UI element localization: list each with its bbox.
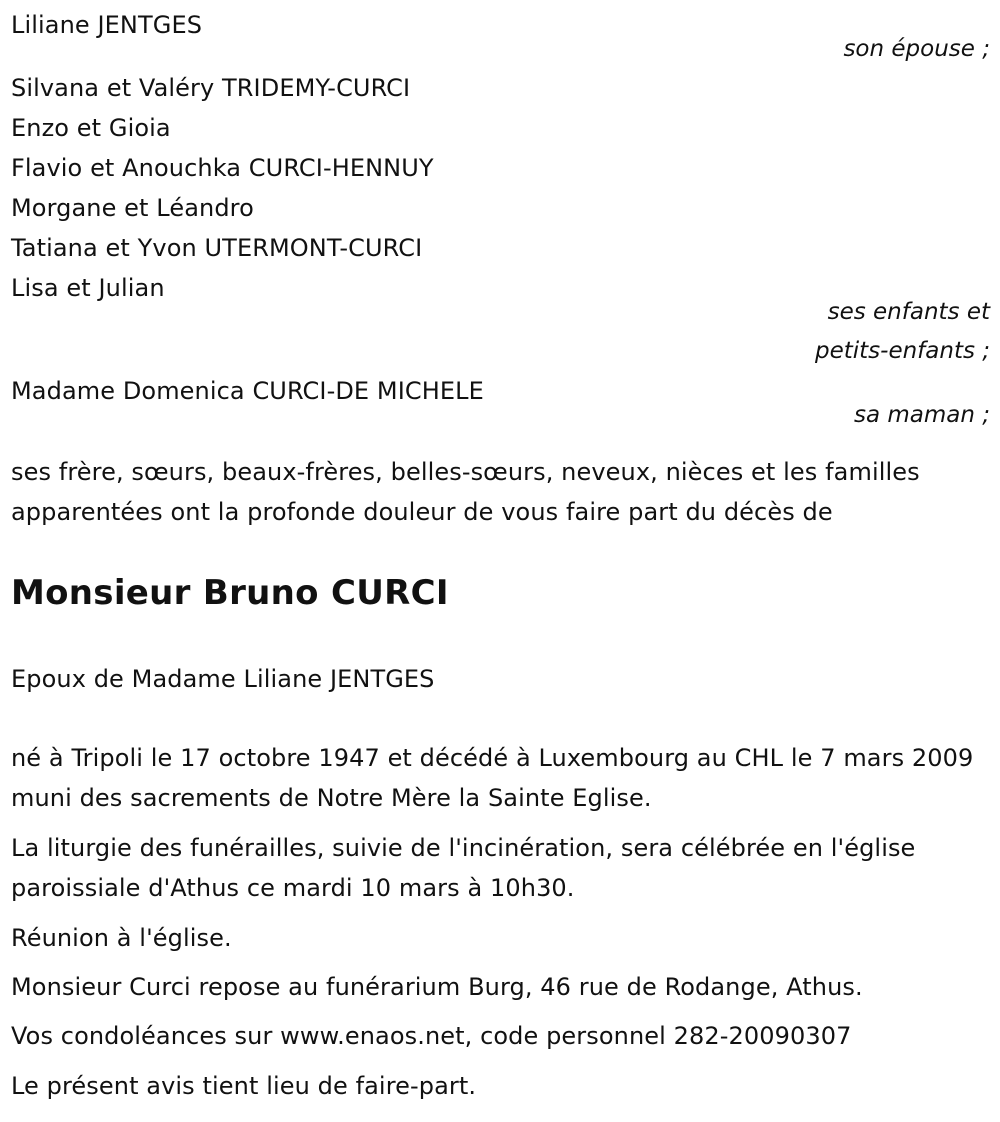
child-line: Silvana et Valéry TRIDEMY-CURCI [11, 74, 411, 102]
birth-death-paragraph: né à Tripoli le 17 octobre 1947 et décédé à Luxembourg au CHL le 7 mars 2009 muni des sacrements de Notre Mère la Sainte Eglise. [11, 744, 974, 812]
deceased-spouse-of: Epoux de Madame Liliane JENTGES [11, 665, 435, 693]
obituary-notice [11, 0, 990, 1122]
funeral-paragraph: La liturgie des funérailles, suivie de l'incinération, sera célébrée en l'église paroissiale d'Athus ce mardi 10 mars à 10h30. [11, 834, 916, 902]
child-line: Enzo et Gioia [11, 114, 171, 142]
spouse-name: Liliane JENTGES [11, 11, 203, 39]
funeral-home-line: Monsieur Curci repose au funérarium Burg, 46 rue de Rodange, Athus. [11, 973, 863, 1001]
child-line: Lisa et Julian [11, 274, 165, 302]
mother-name: Madame Domenica CURCI-DE MICHELE [11, 377, 484, 405]
children-role-line2: petits-enfants ; [814, 338, 990, 364]
child-line: Tatiana et Yvon UTERMONT-CURCI [11, 234, 423, 262]
gathering-line: Réunion à l'église. [11, 924, 232, 952]
announcement-text: ses frère, sœurs, beaux-frères, belles-sœurs, neveux, nièces et les familles apparentées ont la profonde douleur de vous faire part du décès de [11, 458, 920, 526]
mother-role: sa maman ; [853, 402, 990, 428]
spouse-role: son épouse ; [843, 36, 990, 62]
condolences-line: Vos condoléances sur www.enaos.net, code personnel 282-20090307 [11, 1022, 852, 1050]
child-line: Flavio et Anouchka CURCI-HENNUY [11, 154, 434, 182]
deceased-name: Monsieur Bruno CURCI [11, 573, 449, 613]
notice-line: Le présent avis tient lieu de faire-part. [11, 1072, 477, 1100]
child-line: Morgane et Léandro [11, 194, 254, 222]
children-role-line1: ses enfants et [827, 299, 990, 325]
